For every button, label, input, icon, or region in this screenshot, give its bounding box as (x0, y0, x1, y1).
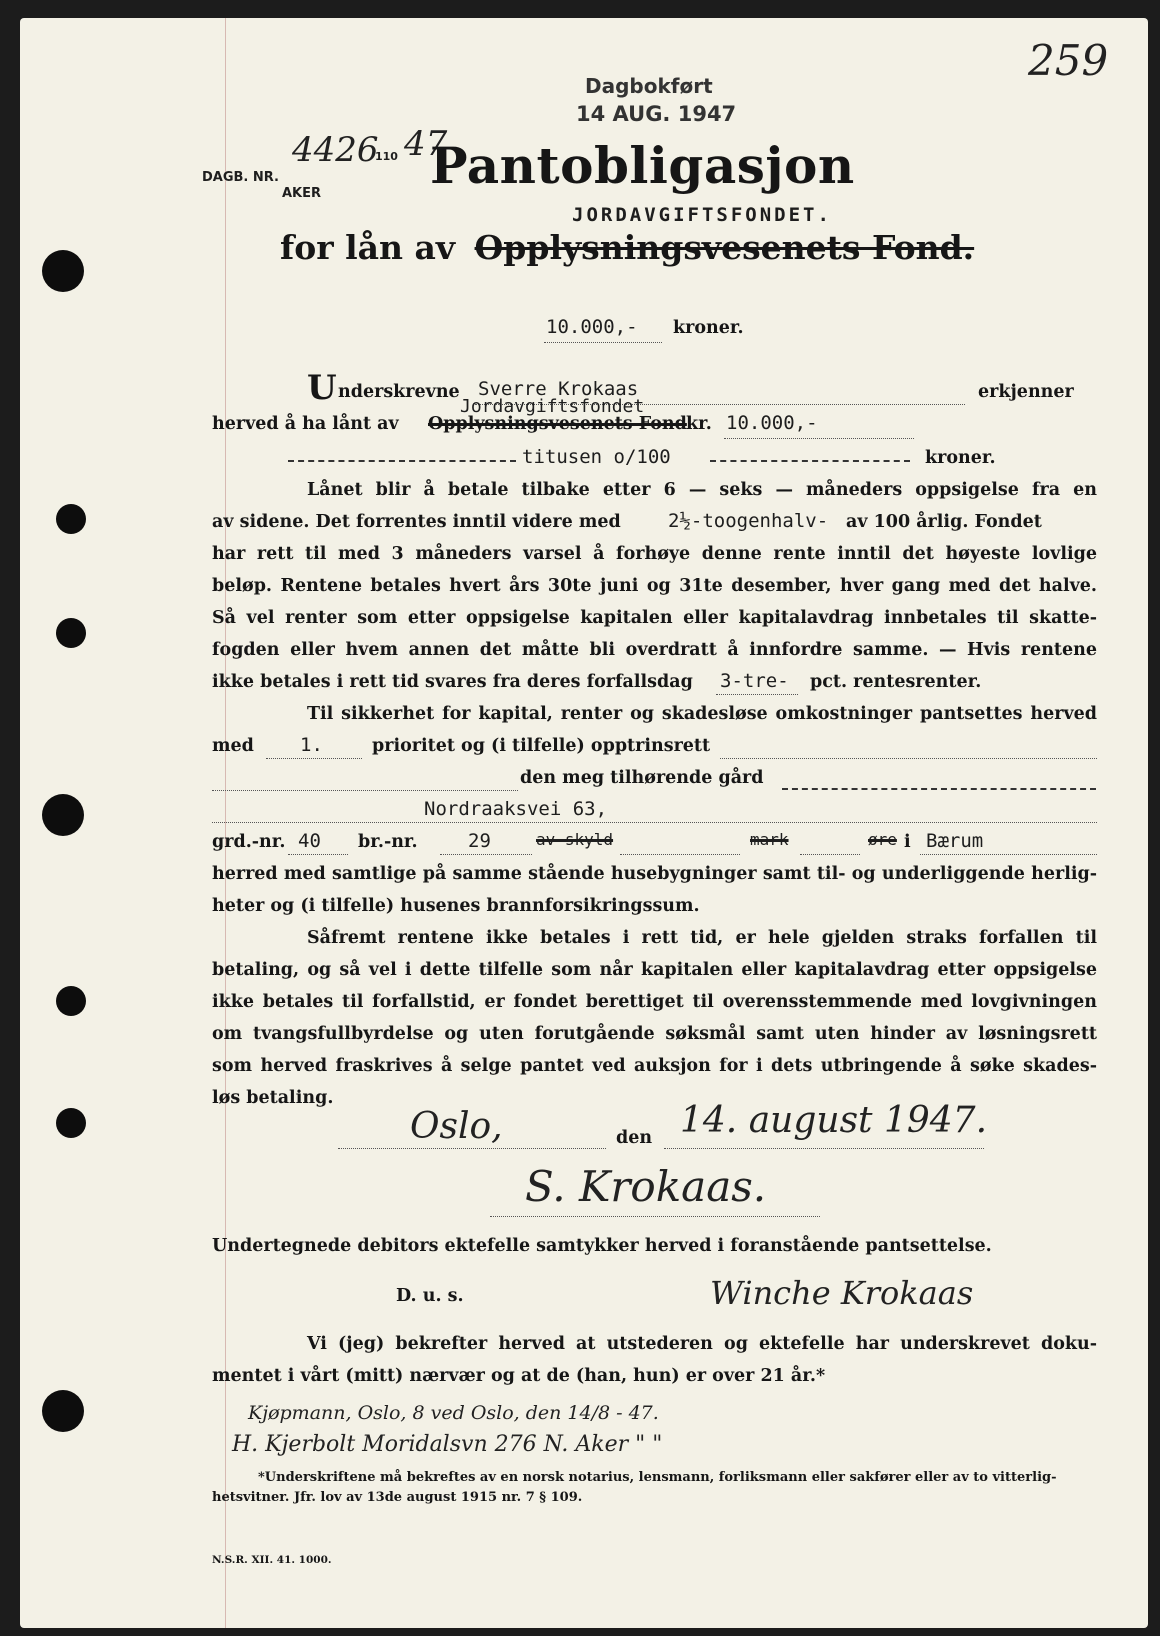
grd-value: 40 (298, 830, 321, 852)
p3-i: i (904, 832, 911, 852)
subtitle (280, 228, 974, 267)
dash-fill (782, 788, 1096, 790)
borrower-signature: S. Krokaas. (525, 1162, 767, 1211)
page-number: 259 (1028, 36, 1109, 85)
dotted-line (288, 854, 348, 855)
dotted-line (724, 438, 914, 439)
dagbok-year: 47 (404, 124, 448, 164)
footnote-line: hetsvitner. Jfr. lov av 13de august 1915 nr. 7 § 109. (212, 1490, 583, 1505)
dash-fill (288, 460, 516, 462)
p2-line: har rett til med 3 måneders varsel å forhøye denne rente inntil det høyeste lovlige (212, 544, 1097, 564)
stamp-label: Dagbokført (585, 74, 713, 98)
witness-line: H. Kjerbolt Moridalsvn 276 N. Aker " " (232, 1432, 663, 1457)
signing-date: 14. august 1947. (680, 1100, 988, 1141)
grd-label: grd.-nr. (212, 832, 286, 852)
p2-line: beløp. Rentene betales hvert års 30te juni og 31te desember, hver gang med det halve. (212, 576, 1097, 596)
dotted-line (800, 854, 860, 855)
p2-penalty-before: ikke betales i rett tid svares fra deres forfallsdag (212, 672, 693, 692)
dotted-line (920, 854, 1097, 855)
drop-cap: U (307, 368, 337, 408)
document-title: Pantobligasjon (430, 136, 855, 195)
property-address: Nordraaksvei 63, (424, 798, 608, 820)
signing-place: Oslo, (410, 1106, 503, 1147)
dotted-line (490, 1216, 820, 1217)
penalty-rate: 3-tre- (720, 670, 789, 692)
binder-hole (56, 1108, 86, 1138)
p3-intro: Til sikkerhet for kapital, renter og skadesløse omkostninger pantsettes herved (307, 704, 1097, 724)
p4-line: om tvangsfullbyrdelse og uten forutgående søksmål samt uten hinder av løsningsrett (212, 1024, 1097, 1044)
p4-line: løs betaling. (212, 1088, 334, 1108)
p3-line: herred med samtlige på samme stående husebygninger samt til- og underliggende herlig- (212, 864, 1097, 884)
p2-line: fogden eller hvem annen det måtte bli overdratt å innfordre samme. — Hvis rentene (212, 640, 1097, 660)
dotted-line (720, 758, 1097, 759)
witness-line: Kjøpmann, Oslo, 8 ved Oslo, den 14/8 - 47. (248, 1402, 659, 1424)
br-value: 29 (468, 830, 491, 852)
p3-med: med (212, 736, 254, 756)
lender-handtyped: Jordavgiftsfondet (460, 396, 645, 417)
amount-value: 10.000,- (546, 316, 638, 338)
dotted-line (544, 342, 662, 343)
p2-penalty-after: pct. rentesrenter. (810, 672, 982, 692)
binder-hole (42, 1390, 84, 1432)
spouse-signature: Winche Krokaas (710, 1274, 974, 1312)
dagbok-number: 4426 (292, 130, 379, 170)
p2-rate-before: av sidene. Det forrentes inntil videre med (212, 512, 621, 532)
ore-struck: øre (868, 830, 897, 849)
skyld-struck: av skyld (536, 830, 614, 849)
dotted-line (664, 1148, 984, 1149)
dash-fill (710, 460, 910, 462)
p4-line: som herved fraskrives å selge pantet ved auksjon for i dets utbringende å søke skades- (212, 1056, 1097, 1076)
confirm-line: mentet i vårt (mitt) nærvær og at de (han, hun) er over 21 år.* (212, 1366, 826, 1386)
mark-struck: mark (750, 830, 789, 849)
dotted-line (620, 854, 740, 855)
erkjenner: erkjenner (978, 382, 1074, 402)
consent-text: Undertegnede debitors ektefelle samtykker herved i foranstående pantsettelse. (212, 1236, 992, 1256)
form-code: N.S.R. XII. 41. 1000. (212, 1554, 332, 1566)
p1-kroner: kroner. (925, 448, 996, 468)
binder-hole (56, 618, 86, 648)
subtitle-struck: Opplysningsvesenets Fond. (474, 228, 975, 267)
margin-line (225, 18, 226, 1628)
p2-line: Så vel renter som etter oppsigelse kapitalen eller kapitalavdrag innbetales til skatte- (212, 608, 1097, 628)
p3-priority-after: prioritet og (i tilfelle) opptrinsrett (372, 736, 711, 756)
dotted-line (266, 758, 362, 759)
dagbok-year-prefix: 110 (375, 150, 398, 163)
p1-amount: 10.000,- (726, 412, 818, 434)
dotted-line (716, 694, 798, 695)
p4-line: betaling, og så vel i dette tilfelle som når kapitalen eller kapitalavdrag etter oppsigelse (212, 960, 1097, 980)
municipality: Bærum (926, 830, 984, 852)
fund-typed: JORDAVGIFTSFONDET. (572, 204, 832, 226)
binder-hole (56, 986, 86, 1016)
p1-kr: kr. (686, 414, 712, 434)
br-label: br.-nr. (358, 832, 418, 852)
p3-line: heter og (i tilfelle) husenes brannforsikringssum. (212, 896, 700, 916)
p4-line: Såfremt rentene ikke betales i rett tid, er hele gjelden straks forfallen til (307, 928, 1097, 948)
signing-den: den (616, 1128, 653, 1148)
footnote-line: *Underskriftene må bekreftes av en norsk notarius, lensmann, forliksmann eller sakfører eller av to vitterlig- (258, 1470, 1057, 1485)
dus: D. u. s. (396, 1286, 464, 1306)
dotted-line (212, 822, 1097, 823)
amount-words: titusen o/100 (522, 446, 671, 468)
p4-line: ikke betales til forfallstid, er fondet berettiget til overensstemmende med lovgivningen (212, 992, 1097, 1012)
dagbok-place: AKER (282, 186, 322, 201)
amount-unit: kroner. (673, 318, 744, 338)
borrower-name: Sverre Krokaas (478, 378, 639, 400)
p1-line2-prefix: herved å ha lånt av (212, 414, 399, 434)
binder-hole (56, 504, 86, 534)
dotted-line (440, 854, 532, 855)
subtitle-prefix: for lån av (280, 228, 456, 267)
p3-gard: den meg tilhørende gård (520, 768, 764, 788)
document-page (20, 18, 1148, 1628)
dagbok-label: DAGB. NR. (202, 170, 279, 185)
stamp-date: 14 AUG. 1947 (576, 102, 737, 126)
p1-line2-struck: Opplysningsvesenets Fond (428, 414, 687, 434)
p2-line: Lånet blir å betale tilbake etter 6 — seks — måneders oppsigelse fra en (307, 480, 1097, 500)
interest-rate: 2½-toogenhalv- (668, 510, 829, 532)
binder-hole (42, 794, 84, 836)
priority: 1. (300, 734, 323, 756)
binder-hole (42, 250, 84, 292)
dotted-line (338, 1148, 606, 1149)
p1-lead-rest: nderskrevne (338, 382, 460, 402)
dotted-line (212, 790, 518, 791)
p2-rate-after: av 100 årlig. Fondet (846, 512, 1042, 532)
confirm-line: Vi (jeg) bekrefter herved at utstederen og ektefelle har underskrevet doku- (307, 1334, 1097, 1354)
